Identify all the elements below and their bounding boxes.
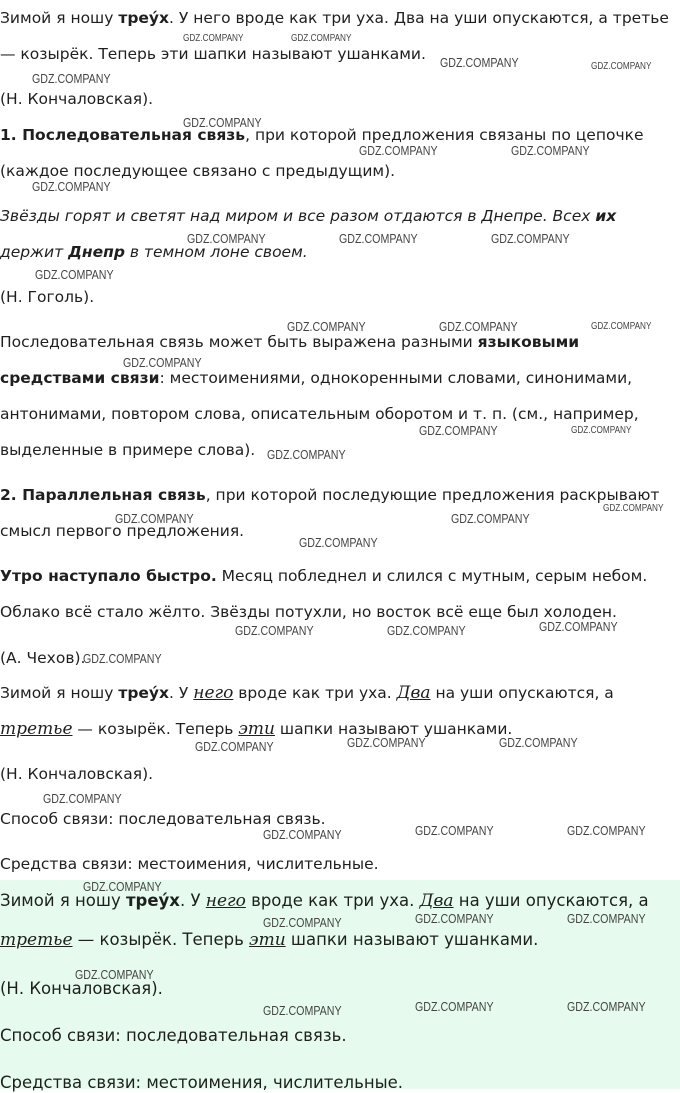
para-line1: Последовательная связь может быть выражена разными языковыми	[0, 333, 580, 351]
para-line2: средствами связи: местоимениями, однокоренными словами, синонимами,	[0, 369, 633, 387]
watermark: GDZ.COMPANY	[567, 911, 646, 926]
answer2-author: (Н. Кончаловская).	[0, 979, 163, 998]
watermark: GDZ.COMPANY	[291, 33, 352, 44]
watermark: GDZ.COMPANY	[187, 231, 266, 246]
watermark: GDZ.COMPANY	[183, 33, 244, 44]
watermark: GDZ.COMPANY	[35, 267, 114, 282]
watermark: GDZ.COMPANY	[267, 447, 346, 462]
watermark: GDZ.COMPANY	[359, 143, 438, 158]
watermark: GDZ.COMPANY	[123, 355, 202, 370]
example3-line1: Утро наступало быстро. Месяц побледнел и слился с мутным, серым небом.	[0, 567, 648, 585]
answer-means: Средства связи: местоимения, числительные.	[0, 855, 379, 873]
answer-method: Способ связи: последовательная связь.	[0, 810, 326, 828]
watermark: GDZ.COMPANY	[183, 115, 262, 130]
example2-line2: держит Днепр в темном лоне своем.	[0, 243, 308, 261]
watermark: GDZ.COMPANY	[571, 425, 632, 436]
rule2-line1: 2. Параллельная связь, при которой последующие предложения раскрывают	[0, 486, 660, 504]
watermark: GDZ.COMPANY	[415, 911, 494, 926]
watermark: GDZ.COMPANY	[567, 823, 646, 838]
answer-line1: Зимой я ношу треу́х. У него вроде как три уха. Два на уши опускаются, а	[0, 683, 614, 703]
watermark: GDZ.COMPANY	[419, 423, 498, 438]
watermark: GDZ.COMPANY	[451, 511, 530, 526]
para-line3: антонимами, повтором слова, описательным оборотом и т. п. (см., например,	[0, 405, 639, 423]
watermark: GDZ.COMPANY	[347, 735, 426, 750]
example1-author: (Н. Кончаловская).	[0, 90, 154, 108]
watermark: GDZ.COMPANY	[499, 735, 578, 750]
watermark: GDZ.COMPANY	[439, 319, 518, 334]
answer2-means: Средства связи: местоимения, числительные.	[0, 1073, 404, 1092]
example3-line2: Облако всё стало жёлто. Звёзды потухли, но восток всё еще был холоден.	[0, 603, 617, 621]
watermark: GDZ.COMPANY	[83, 651, 162, 666]
watermark: GDZ.COMPANY	[83, 879, 162, 894]
answer2-line2: третье — козырёк. Теперь эти шапки называют ушанками.	[0, 930, 539, 950]
watermark: GDZ.COMPANY	[287, 319, 366, 334]
watermark: GDZ.COMPANY	[511, 143, 590, 158]
rule2-line2: смысл первого предложения.	[0, 522, 245, 540]
watermark: GDZ.COMPANY	[415, 823, 494, 838]
answer-line2: третье — козырёк. Теперь эти шапки называют ушанками.	[0, 719, 513, 739]
watermark: GDZ.COMPANY	[440, 55, 519, 70]
watermark: GDZ.COMPANY	[75, 967, 154, 982]
watermark: GDZ.COMPANY	[415, 999, 494, 1014]
answer2-method: Способ связи: последовательная связь.	[0, 1026, 347, 1045]
answer2-line1: Зимой я ношу треу́х. У него вроде как три уха. Два на уши опускаются, а	[0, 891, 649, 911]
watermark: GDZ.COMPANY	[591, 61, 652, 72]
watermark: GDZ.COMPANY	[195, 739, 274, 754]
watermark: GDZ.COMPANY	[43, 791, 122, 806]
watermark: GDZ.COMPANY	[32, 179, 111, 194]
watermark: GDZ.COMPANY	[263, 915, 342, 930]
watermark: GDZ.COMPANY	[591, 321, 652, 332]
example3-author: (А. Чехов).	[0, 649, 86, 667]
watermark: GDZ.COMPANY	[299, 535, 378, 550]
example2-author: (Н. Гоголь).	[0, 288, 95, 306]
watermark: GDZ.COMPANY	[115, 511, 194, 526]
watermark: GDZ.COMPANY	[263, 827, 342, 842]
example2-line1: Звёзды горят и светят над миром и все разом отдаются в Днепре. Всех их	[0, 207, 617, 225]
example1-line2: — козырёк. Теперь эти шапки называют ушанками.	[0, 45, 426, 63]
watermark: GDZ.COMPANY	[339, 231, 418, 246]
rule1-line1: 1. Последовательная связь, при которой предложения связаны по цепочке	[0, 126, 644, 144]
watermark: GDZ.COMPANY	[387, 623, 466, 638]
watermark: GDZ.COMPANY	[539, 619, 618, 634]
watermark: GDZ.COMPANY	[603, 503, 664, 514]
example1-line1: Зимой я ношу треу́х. У него вроде как три уха. Два на уши опускаются, а третье	[0, 9, 669, 27]
watermark: GDZ.COMPANY	[32, 71, 111, 86]
answer-author: (Н. Кончаловская).	[0, 765, 154, 783]
watermark: GDZ.COMPANY	[567, 999, 646, 1014]
watermark: GDZ.COMPANY	[491, 231, 570, 246]
watermark: GDZ.COMPANY	[263, 1003, 342, 1018]
watermark: GDZ.COMPANY	[235, 623, 314, 638]
rule1-line2: (каждое последующее связано с предыдущим).	[0, 162, 396, 180]
para-line4: выделенные в примере слова).	[0, 441, 256, 459]
